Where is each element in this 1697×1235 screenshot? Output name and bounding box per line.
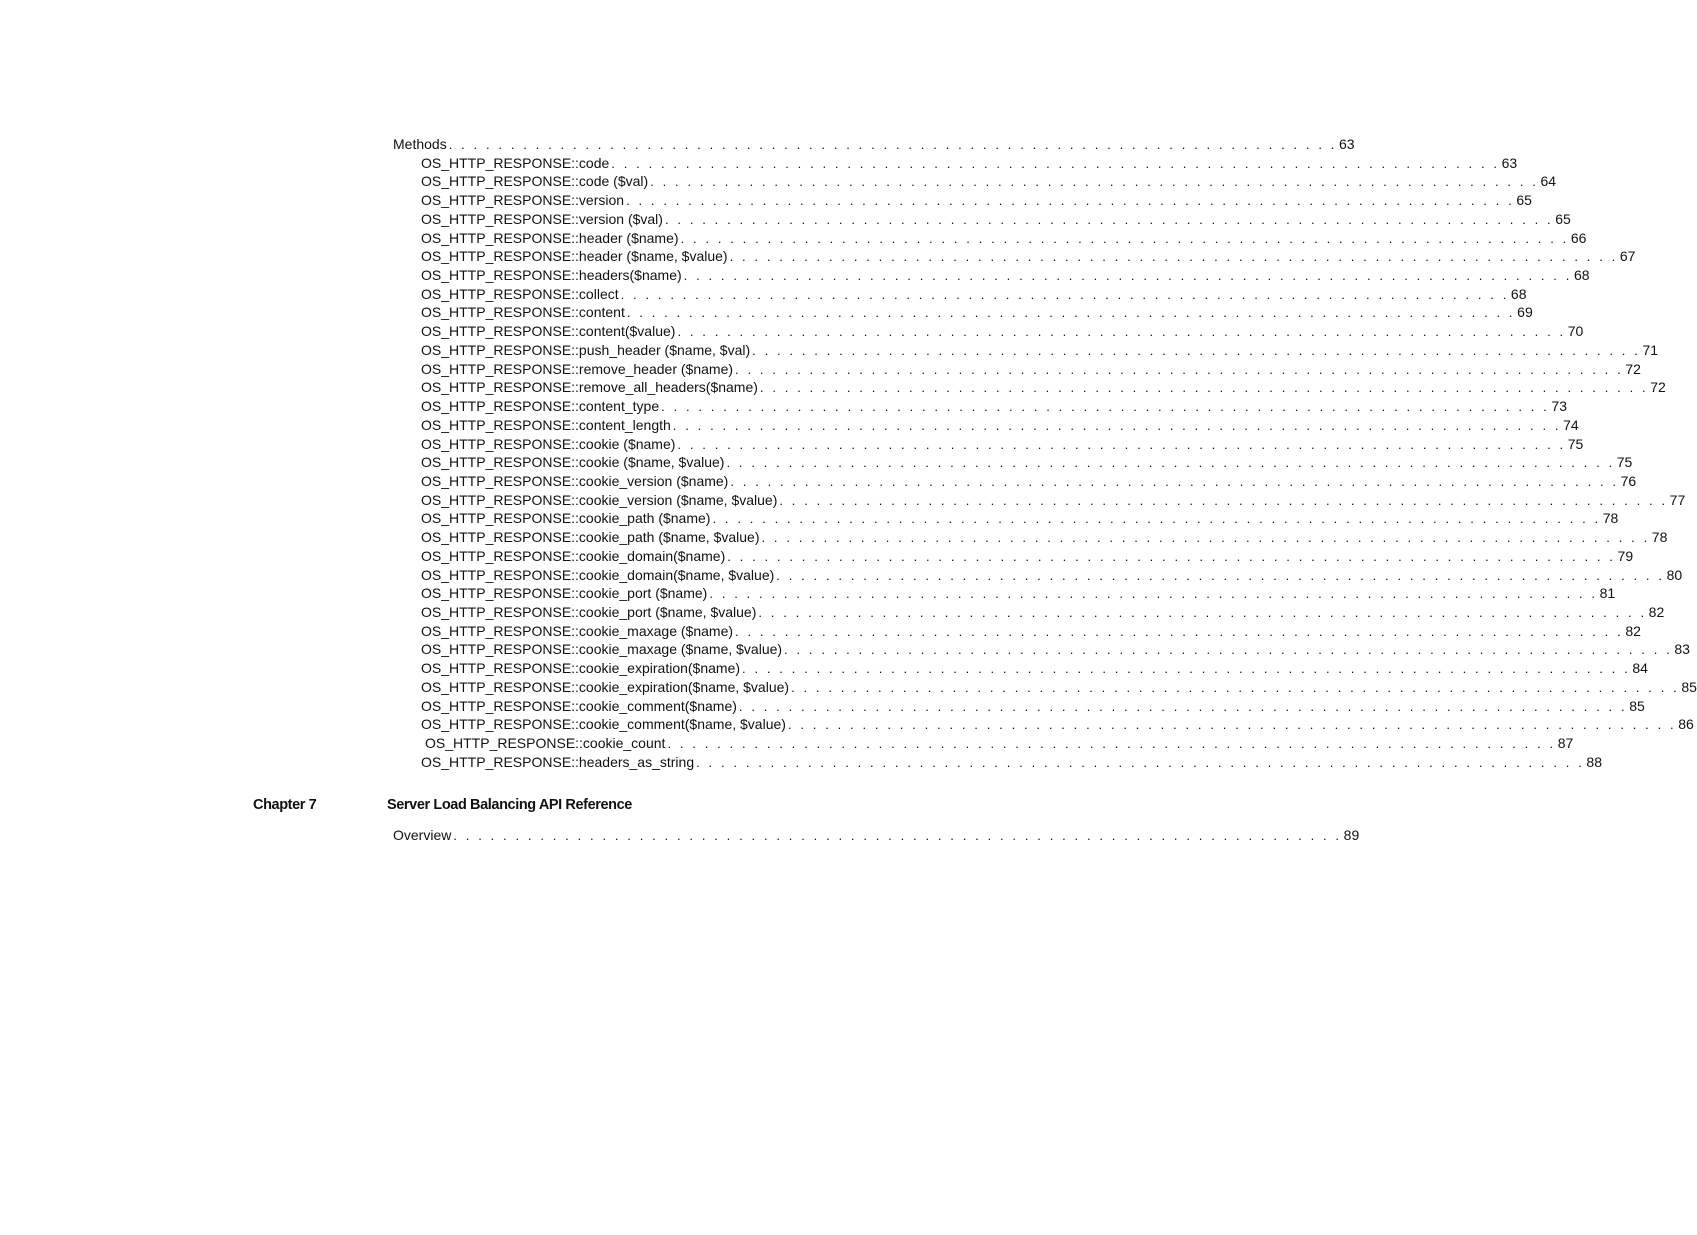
toc-entry-page: 83 [1674, 641, 1690, 658]
toc-entry-title: OS_HTTP_RESPONSE::cookie_port ($name, $value) [421, 603, 757, 620]
toc-entry-title: OS_HTTP_RESPONSE::content_length [421, 416, 671, 433]
toc-entry-page: 75 [1567, 435, 1584, 452]
toc-entry-page: 63 [1501, 154, 1518, 171]
toc-entry-title: OS_HTTP_RESPONSE::cookie_path ($name) [421, 510, 711, 527]
toc-entry-page: 85 [1629, 697, 1645, 714]
toc-dot-leader: . . . . . . . . . . . . . . . . . . . . . . . . . . . . . . . . . . . . . . . . . . . . . . . . . . . . . . . . . . . . . . . . . . . . . . . . [650, 174, 1539, 190]
toc-entry[interactable] [393, 360, 1641, 379]
toc-dot-leader: . . . . . . . . . . . . . . . . . . . . . . . . . . . . . . . . . . . . . . . . . . . . . . . . . . . . . . . . . . . . . . . . . . . . . . . . [742, 661, 1631, 677]
toc-entry-page: 67 [1619, 248, 1636, 265]
toc-dot-leader: . . . . . . . . . . . . . . . . . . . . . . . . . . . . . . . . . . . . . . . . . . . . . . . . . . . . . . . . . . . . . . . . . . . . . . . . [791, 679, 1680, 695]
toc-entry[interactable] [393, 753, 1602, 772]
toc-entry[interactable] [393, 435, 1584, 454]
toc-entry[interactable] [393, 154, 1518, 173]
toc-entry-title: OS_HTTP_RESPONSE::cookie_expiration($name, $value) [421, 678, 790, 695]
toc-entry-page: 75 [1616, 454, 1633, 471]
toc-entry[interactable] [393, 285, 1527, 304]
toc-methods-section [393, 135, 1697, 771]
toc-entry[interactable] [393, 659, 1648, 678]
toc-dot-leader: . . . . . . . . . . . . . . . . . . . . . . . . . . . . . . . . . . . . . . . . . . . . . . . . . . . . . . . . . . . . . . . . . . . . . . . . [730, 473, 1619, 489]
toc-dot-leader: . . . . . . . . . . . . . . . . . . . . . . . . . . . . . . . . . . . . . . . . . . . . . . . . . . . . . . . . . . . . . . . . . . . . . . . . [661, 399, 1550, 415]
toc-dot-leader: . . . . . . . . . . . . . . . . . . . . . . . . . . . . . . . . . . . . . . . . . . . . . . . . . . . . . . . . . . . . . . . . . . . . . . . . [776, 567, 1665, 583]
toc-methods-entries [393, 154, 1697, 772]
toc-entry-title: OS_HTTP_RESPONSE::headers($name) [421, 267, 682, 284]
toc-entry-title: OS_HTTP_RESPONSE::code ($val) [421, 173, 649, 190]
toc-chapter-section [393, 826, 1360, 845]
toc-entry-title: OS_HTTP_RESPONSE::cookie_count [425, 735, 666, 751]
toc-entry[interactable] [393, 734, 1574, 753]
toc-entry[interactable] [393, 697, 1645, 716]
toc-entry-page: 71 [1642, 341, 1659, 358]
toc-entry-methods[interactable] [393, 135, 1355, 154]
toc-entry[interactable] [393, 191, 1532, 210]
toc-entry[interactable] [393, 229, 1587, 248]
toc-dot-leader: . . . . . . . . . . . . . . . . . . . . . . . . . . . . . . . . . . . . . . . . . . . . . . . . . . . . . . . . . . . . . . . . . . . . . . . . [683, 268, 1572, 284]
toc-entry[interactable] [393, 715, 1694, 734]
toc-entry-page: 77 [1669, 491, 1686, 508]
toc-dot-leader: . . . . . . . . . . . . . . . . . . . . . . . . . . . . . . . . . . . . . . . . . . . . . . . . . . . . . . . . . . . . . . . . . . . . . . . . [729, 249, 1618, 265]
toc-dot-leader: . . . . . . . . . . . . . . . . . . . . . . . . . . . . . . . . . . . . . . . . . . . . . . . . . . . . . . . . . . . . . . . . . . . . . . . . [726, 455, 1615, 471]
toc-entry[interactable] [393, 397, 1567, 416]
chapter-title: Server Load Balancing API Reference [387, 797, 632, 813]
toc-entry[interactable] [393, 528, 1668, 547]
toc-entry-title: OS_HTTP_RESPONSE::content [421, 304, 625, 321]
toc-entry[interactable] [393, 491, 1686, 510]
toc-entry[interactable] [393, 172, 1557, 191]
toc-entry-page: 79 [1617, 547, 1634, 564]
toc-entry[interactable] [393, 547, 1634, 566]
toc-dot-leader: . . . . . . . . . . . . . . . . . . . . . . . . . . . . . . . . . . . . . . . . . . . . . . . . . . . . . . . . . . . . . . . . . . . . . . . . [712, 511, 1601, 527]
toc-entry-title: OS_HTTP_RESPONSE::cookie_maxage ($name, $value) [421, 641, 783, 658]
toc-dot-leader: . . . . . . . . . . . . . . . . . . . . . . . . . . . . . . . . . . . . . . . . . . . . . . . . . . . . . . . . . . . . . . . . . . . . . . . . [709, 586, 1598, 602]
toc-entry-page: 65 [1555, 210, 1571, 227]
toc-entry-page: 85 [1681, 678, 1697, 695]
toc-entry-title: OS_HTTP_RESPONSE::cookie_version ($name) [421, 472, 729, 489]
toc-entry-title: OS_HTTP_RESPONSE::content_type [421, 398, 660, 415]
toc-entry-page: 86 [1678, 716, 1694, 733]
toc-dot-leader: . . . . . . . . . . . . . . . . . . . . . . . . . . . . . . . . . . . . . . . . . . . . . . . . . . . . . . . . . . . . . . . . . . . . . . . . [448, 137, 1337, 152]
toc-dot-leader: . . . . . . . . . . . . . . . . . . . . . . . . . . . . . . . . . . . . . . . . . . . . . . . . . . . . . . . . . . . . . . . . . . . . . . . . [752, 342, 1641, 358]
chapter-heading [253, 795, 842, 815]
toc-entry-title: OS_HTTP_RESPONSE::header ($name) [421, 229, 679, 246]
toc-entry-page: 63 [1339, 136, 1355, 152]
toc-entry-page: 81 [1599, 585, 1616, 602]
toc-entry[interactable] [393, 210, 1571, 229]
toc-entry-page: 74 [1563, 416, 1579, 433]
toc-entry-page: 72 [1625, 360, 1641, 377]
toc-dot-leader: . . . . . . . . . . . . . . . . . . . . . . . . . . . . . . . . . . . . . . . . . . . . . . . . . . . . . . . . . . . . . . . . . . . . . . . . [672, 417, 1562, 433]
toc-entry-title: OS_HTTP_RESPONSE::cookie_maxage ($name) [421, 622, 734, 639]
toc-entry[interactable] [393, 509, 1619, 528]
toc-entry[interactable] [393, 640, 1690, 659]
toc-entry-page: 78 [1602, 510, 1619, 527]
toc-entry-title: OS_HTTP_RESPONSE::content($value) [421, 323, 676, 340]
toc-dot-leader: . . . . . . . . . . . . . . . . . . . . . . . . . . . . . . . . . . . . . . . . . . . . . . . . . . . . . . . . . . . . . . . . . . . . . . . . [735, 623, 1624, 639]
toc-entry-page: 72 [1650, 379, 1666, 396]
toc-entry[interactable] [393, 341, 1659, 360]
toc-entry-page: 87 [1557, 735, 1574, 751]
toc-dot-leader: . . . . . . . . . . . . . . . . . . . . . . . . . . . . . . . . . . . . . . . . . . . . . . . . . . . . . . . . . . . . . . . . . . . . . . . . [758, 604, 1647, 620]
toc-entry-page: 88 [1586, 753, 1602, 770]
toc-entry[interactable] [393, 603, 1665, 622]
toc-entry[interactable] [393, 266, 1590, 285]
toc-entry[interactable] [393, 622, 1641, 641]
toc-entry-title: OS_HTTP_RESPONSE::cookie_port ($name) [421, 585, 708, 602]
toc-entry-title: OS_HTTP_RESPONSE::cookie_version ($name, $value) [421, 491, 778, 508]
toc-entry-page: 82 [1648, 603, 1665, 620]
chapter-label: Chapter 7 [253, 797, 317, 813]
toc-entry[interactable] [393, 247, 1636, 266]
toc-entry-page: 68 [1510, 285, 1527, 302]
toc-entry[interactable] [393, 303, 1533, 322]
toc-entry-title: OS_HTTP_RESPONSE::cookie_expiration($name) [421, 660, 741, 677]
toc-entry[interactable] [393, 416, 1579, 435]
toc-entry-page: 69 [1517, 304, 1533, 321]
toc-entry-title: Methods [393, 136, 447, 152]
toc-entry-title: OS_HTTP_RESPONSE::header ($name, $value) [421, 248, 728, 265]
toc-entry[interactable] [393, 378, 1666, 397]
toc-entry[interactable] [393, 584, 1616, 603]
toc-entry-page: 73 [1551, 398, 1567, 415]
toc-entry-page: 70 [1567, 323, 1584, 340]
toc-entry-title: OS_HTTP_RESPONSE::cookie ($name) [421, 435, 676, 452]
toc-dot-leader: . . . . . . . . . . . . . . . . . . . . . . . . . . . . . . . . . . . . . . . . . . . . . . . . . . . . . . . . . . . . . . . . . . . . . . . . [735, 361, 1624, 377]
toc-dot-leader: . . . . . . . . . . . . . . . . . . . . . . . . . . . . . . . . . . . . . . . . . . . . . . . . . . . . . . . . . . . . . . . . . . . . . . . . [677, 436, 1566, 452]
toc-entry-title: OS_HTTP_RESPONSE::code [421, 154, 610, 171]
toc-entry-title: OS_HTTP_RESPONSE::headers_as_string [421, 753, 695, 770]
toc-entry-page: 80 [1666, 566, 1683, 583]
toc-entry[interactable] [393, 453, 1633, 472]
toc-entry-title: OS_HTTP_RESPONSE::cookie_comment($name) [421, 697, 737, 714]
toc-entry-title: OS_HTTP_RESPONSE::version ($val) [421, 210, 663, 227]
toc-entry-title: OS_HTTP_RESPONSE::cookie_path ($name, $value) [421, 529, 760, 546]
toc-entry-title: OS_HTTP_RESPONSE::cookie_comment($name, $value) [421, 716, 786, 733]
toc-dot-leader: . . . . . . . . . . . . . . . . . . . . . . . . . . . . . . . . . . . . . . . . . . . . . . . . . . . . . . . . . . . . . . . . . . . . . . . . [738, 698, 1628, 714]
toc-entry[interactable] [393, 826, 1360, 845]
toc-dot-leader: . . . . . . . . . . . . . . . . . . . . . . . . . . . . . . . . . . . . . . . . . . . . . . . . . . . . . . . . . . . . . . . . . . . . . . . . [779, 492, 1668, 508]
toc-entry-page: 82 [1625, 622, 1641, 639]
toc-entry-title: OS_HTTP_RESPONSE::version [421, 192, 625, 209]
toc-entry-page: 89 [1343, 827, 1360, 843]
toc-dot-leader: . . . . . . . . . . . . . . . . . . . . . . . . . . . . . . . . . . . . . . . . . . . . . . . . . . . . . . . . . . . . . . . . . . . . . . . . [761, 530, 1650, 546]
toc-entry[interactable] [393, 566, 1683, 585]
toc-dot-leader: . . . . . . . . . . . . . . . . . . . . . . . . . . . . . . . . . . . . . . . . . . . . . . . . . . . . . . . . . . . . . . . . . . . . . . . . [611, 155, 1500, 171]
toc-entry[interactable] [393, 678, 1697, 697]
toc-dot-leader: . . . . . . . . . . . . . . . . . . . . . . . . . . . . . . . . . . . . . . . . . . . . . . . . . . . . . . . . . . . . . . . . . . . . . . . . [759, 380, 1649, 396]
toc-entry-page: 76 [1620, 472, 1637, 489]
toc-dot-leader: . . . . . . . . . . . . . . . . . . . . . . . . . . . . . . . . . . . . . . . . . . . . . . . . . . . . . . . . . . . . . . . . . . . . . . . . [784, 642, 1673, 658]
toc-dot-leader: . . . . . . . . . . . . . . . . . . . . . . . . . . . . . . . . . . . . . . . . . . . . . . . . . . . . . . . . . . . . . . . . . . . . . . . . [453, 828, 1342, 843]
toc-dot-leader: . . . . . . . . . . . . . . . . . . . . . . . . . . . . . . . . . . . . . . . . . . . . . . . . . . . . . . . . . . . . . . . . . . . . . . . . [626, 193, 1515, 209]
toc-dot-leader: . . . . . . . . . . . . . . . . . . . . . . . . . . . . . . . . . . . . . . . . . . . . . . . . . . . . . . . . . . . . . . . . . . . . . . . . [664, 211, 1554, 227]
toc-entry-page: 84 [1632, 660, 1648, 677]
toc-entry-title: OS_HTTP_RESPONSE::cookie_domain($name) [421, 547, 726, 564]
toc-dot-leader: . . . . . . . . . . . . . . . . . . . . . . . . . . . . . . . . . . . . . . . . . . . . . . . . . . . . . . . . . . . . . . . . . . . . . . . . [626, 305, 1516, 321]
toc-entry[interactable] [393, 472, 1637, 491]
toc-dot-leader: . . . . . . . . . . . . . . . . . . . . . . . . . . . . . . . . . . . . . . . . . . . . . . . . . . . . . . . . . . . . . . . . . . . . . . . . [667, 736, 1556, 751]
toc-entry-title: OS_HTTP_RESPONSE::push_header ($name, $val) [421, 341, 751, 358]
toc-entry-page: 65 [1516, 192, 1532, 209]
toc-dot-leader: . . . . . . . . . . . . . . . . . . . . . . . . . . . . . . . . . . . . . . . . . . . . . . . . . . . . . . . . . . . . . . . . . . . . . . . . [787, 717, 1677, 733]
toc-entry-page: 66 [1570, 229, 1587, 246]
toc-entry-page: 64 [1540, 173, 1557, 190]
toc-entry-title: OS_HTTP_RESPONSE::remove_header ($name) [421, 360, 734, 377]
toc-entry-title: Overview [393, 827, 452, 843]
toc-entry-title: OS_HTTP_RESPONSE::remove_all_headers($name) [421, 379, 758, 396]
toc-entry-title: OS_HTTP_RESPONSE::collect [421, 285, 619, 302]
toc-dot-leader: . . . . . . . . . . . . . . . . . . . . . . . . . . . . . . . . . . . . . . . . . . . . . . . . . . . . . . . . . . . . . . . . . . . . . . . . [677, 324, 1566, 340]
toc-entry-title: OS_HTTP_RESPONSE::cookie_domain($name, $value) [421, 566, 775, 583]
toc-dot-leader: . . . . . . . . . . . . . . . . . . . . . . . . . . . . . . . . . . . . . . . . . . . . . . . . . . . . . . . . . . . . . . . . . . . . . . . . [620, 286, 1509, 302]
toc-entry-title: OS_HTTP_RESPONSE::cookie ($name, $value) [421, 454, 725, 471]
toc-dot-leader: . . . . . . . . . . . . . . . . . . . . . . . . . . . . . . . . . . . . . . . . . . . . . . . . . . . . . . . . . . . . . . . . . . . . . . . . [727, 548, 1616, 564]
toc-entry-page: 68 [1573, 267, 1590, 284]
toc-dot-leader: . . . . . . . . . . . . . . . . . . . . . . . . . . . . . . . . . . . . . . . . . . . . . . . . . . . . . . . . . . . . . . . . . . . . . . . . [696, 754, 1585, 770]
toc-dot-leader: . . . . . . . . . . . . . . . . . . . . . . . . . . . . . . . . . . . . . . . . . . . . . . . . . . . . . . . . . . . . . . . . . . . . . . . . [680, 230, 1569, 246]
toc-entry-page: 78 [1651, 529, 1668, 546]
toc-entry[interactable] [393, 322, 1584, 341]
